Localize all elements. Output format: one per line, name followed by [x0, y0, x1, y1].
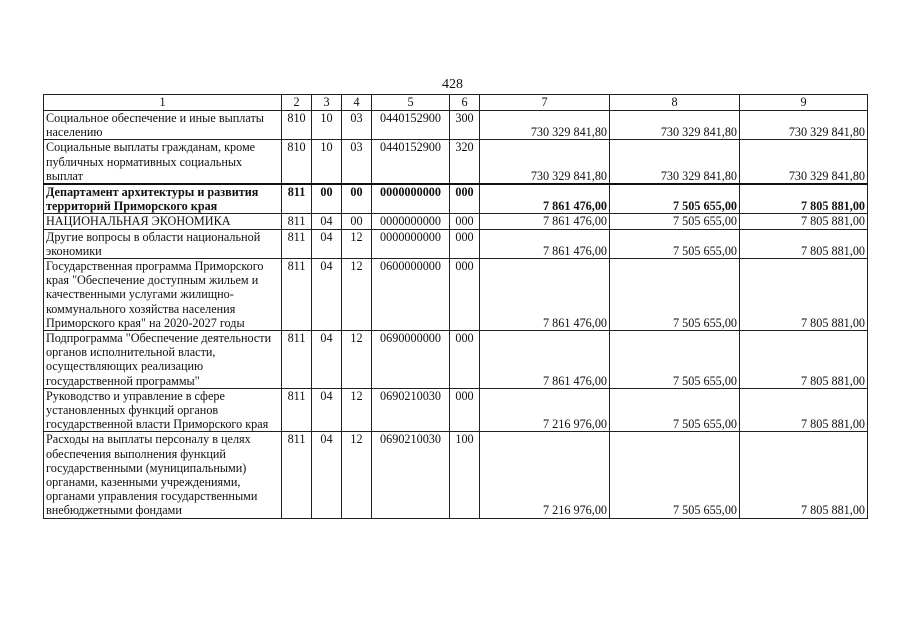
ministry-code-cell: 811 — [282, 259, 312, 331]
target-article-cell: 0690210030 — [372, 432, 450, 518]
amount-year1-cell: 730 329 841,80 — [480, 140, 610, 184]
amount-year2-cell: 7 505 655,00 — [610, 259, 740, 331]
amount-year1-cell: 7 861 476,00 — [480, 331, 610, 389]
amount-year3-cell: 7 805 881,00 — [740, 432, 868, 518]
subsection-code-cell: 12 — [342, 331, 372, 389]
amount-year2-cell: 730 329 841,80 — [610, 111, 740, 140]
subsection-code-cell: 03 — [342, 140, 372, 184]
ministry-code-cell: 811 — [282, 388, 312, 432]
expense-type-cell: 000 — [450, 229, 480, 258]
table-row — [44, 331, 868, 389]
amount-year1-cell: 7 216 976,00 — [480, 432, 610, 518]
section-code-cell: 04 — [312, 229, 342, 258]
target-article-cell: 0000000000 — [372, 229, 450, 258]
column-header: 8 — [610, 95, 740, 111]
column-header: 3 — [312, 95, 342, 111]
column-header: 2 — [282, 95, 312, 111]
target-article-cell: 0690210030 — [372, 388, 450, 432]
ministry-code-cell: 810 — [282, 140, 312, 184]
subsection-code-cell: 12 — [342, 432, 372, 518]
amount-year2-cell: 7 505 655,00 — [610, 331, 740, 389]
amount-year3-cell: 7 805 881,00 — [740, 388, 868, 432]
expense-type-cell: 000 — [450, 331, 480, 389]
section-code-cell: 04 — [312, 331, 342, 389]
amount-year1-cell: 730 329 841,80 — [480, 111, 610, 140]
expense-type-cell: 320 — [450, 140, 480, 184]
target-article-cell: 0440152900 — [372, 111, 450, 140]
table-row — [44, 111, 868, 140]
amount-year3-cell: 730 329 841,80 — [740, 140, 868, 184]
column-header: 4 — [342, 95, 372, 111]
expense-type-cell: 000 — [450, 388, 480, 432]
amount-year2-cell: 7 505 655,00 — [610, 229, 740, 258]
expense-name-cell: Социальные выплаты гражданам, кроме публичных нормативных социальных выплат — [44, 140, 282, 184]
expense-name-cell: Руководство и управление в сфере установленных функций органов государственной власти Приморского края — [44, 388, 282, 432]
subsection-code-cell: 03 — [342, 111, 372, 140]
section-code-cell: 10 — [312, 111, 342, 140]
target-article-cell: 0600000000 — [372, 259, 450, 331]
amount-year2-cell: 730 329 841,80 — [610, 140, 740, 184]
expense-name-cell: НАЦИОНАЛЬНАЯ ЭКОНОМИКА — [44, 214, 282, 229]
amount-year2-cell: 7 505 655,00 — [610, 388, 740, 432]
page-number: 428 — [442, 77, 463, 92]
subsection-code-cell: 12 — [342, 388, 372, 432]
table-row — [44, 229, 868, 258]
ministry-code-cell: 811 — [282, 214, 312, 229]
amount-year2-cell: 7 505 655,00 — [610, 184, 740, 214]
subsection-code-cell: 12 — [342, 229, 372, 258]
subsection-code-cell: 00 — [342, 214, 372, 229]
amount-year1-cell: 7 216 976,00 — [480, 388, 610, 432]
target-article-cell: 0000000000 — [372, 184, 450, 214]
section-code-cell: 00 — [312, 184, 342, 214]
amount-year3-cell: 7 805 881,00 — [740, 184, 868, 214]
table-row — [44, 259, 868, 331]
amount-year1-cell: 7 861 476,00 — [480, 214, 610, 229]
subsection-code-cell: 00 — [342, 184, 372, 214]
subsection-code-cell: 12 — [342, 259, 372, 331]
amount-year3-cell: 7 805 881,00 — [740, 229, 868, 258]
section-code-cell: 10 — [312, 140, 342, 184]
table-row — [44, 140, 868, 184]
column-header: 6 — [450, 95, 480, 111]
expense-name-cell: Департамент архитектуры и развития территорий Приморского края — [44, 184, 282, 214]
column-header: 5 — [372, 95, 450, 111]
amount-year3-cell: 7 805 881,00 — [740, 214, 868, 229]
budget-table — [43, 94, 868, 519]
expense-name-cell: Другие вопросы в области национальной экономики — [44, 229, 282, 258]
ministry-code-cell: 811 — [282, 432, 312, 518]
expense-name-cell: Расходы на выплаты персоналу в целях обеспечения выполнения функций государственными (муниципальными) органами, казенными учреждениями, органами управления государственными внебюджетными фондами — [44, 432, 282, 518]
section-code-cell: 04 — [312, 259, 342, 331]
column-header: 1 — [44, 95, 282, 111]
section-code-cell: 04 — [312, 214, 342, 229]
ministry-code-cell: 811 — [282, 229, 312, 258]
expense-name-cell: Государственная программа Приморского края "Обеспечение доступным жильем и качественными услугами жилищно-коммунального хозяйства населения Приморского края" на 2020-2027 годы — [44, 259, 282, 331]
ministry-code-cell: 811 — [282, 331, 312, 389]
target-article-cell: 0440152900 — [372, 140, 450, 184]
section-code-cell: 04 — [312, 388, 342, 432]
column-header: 9 — [740, 95, 868, 111]
target-article-cell: 0000000000 — [372, 214, 450, 229]
table-row — [44, 184, 868, 214]
section-code-cell: 04 — [312, 432, 342, 518]
expense-type-cell: 300 — [450, 111, 480, 140]
amount-year1-cell: 7 861 476,00 — [480, 259, 610, 331]
amount-year1-cell: 7 861 476,00 — [480, 229, 610, 258]
expense-type-cell: 000 — [450, 259, 480, 331]
amount-year3-cell: 7 805 881,00 — [740, 331, 868, 389]
expense-name-cell: Подпрограмма "Обеспечение деятельности органов исполнительной власти, осуществляющих реализацию государственной программы" — [44, 331, 282, 389]
amount-year3-cell: 730 329 841,80 — [740, 111, 868, 140]
ministry-code-cell: 811 — [282, 184, 312, 214]
expense-type-cell: 000 — [450, 184, 480, 214]
expense-name-cell: Социальное обеспечение и иные выплаты населению — [44, 111, 282, 140]
table-row — [44, 432, 868, 518]
expense-type-cell: 000 — [450, 214, 480, 229]
table-row — [44, 388, 868, 432]
column-number-header-row — [44, 95, 868, 111]
amount-year3-cell: 7 805 881,00 — [740, 259, 868, 331]
expense-type-cell: 100 — [450, 432, 480, 518]
table-row — [44, 214, 868, 229]
amount-year2-cell: 7 505 655,00 — [610, 432, 740, 518]
ministry-code-cell: 810 — [282, 111, 312, 140]
amount-year1-cell: 7 861 476,00 — [480, 184, 610, 214]
column-header: 7 — [480, 95, 610, 111]
amount-year2-cell: 7 505 655,00 — [610, 214, 740, 229]
target-article-cell: 0690000000 — [372, 331, 450, 389]
